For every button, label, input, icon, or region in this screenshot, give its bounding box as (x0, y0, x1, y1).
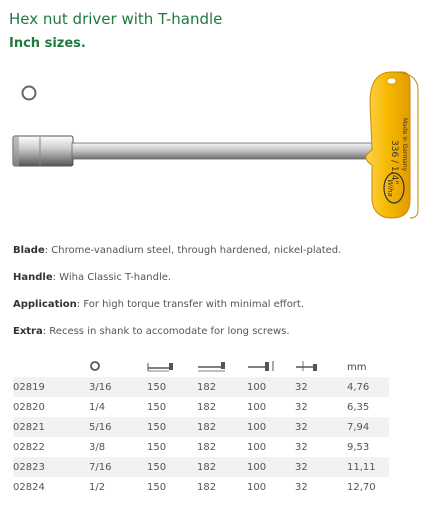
size-mm-cell: 6,35 (347, 401, 370, 413)
size-inch-cell: 7/16 (89, 461, 112, 473)
handle-origin-text: Made in Germany (401, 118, 408, 172)
handle-width-cell: 100 (247, 421, 267, 433)
shank-length-cell: 32 (295, 381, 308, 393)
article-number-cell: 02822 (13, 441, 45, 453)
table-row (13, 437, 389, 457)
handle-width-cell: 100 (247, 481, 267, 493)
shank-length-cell: 32 (295, 401, 308, 413)
overall-length-cell: 182 (197, 401, 217, 413)
table-row (13, 417, 389, 437)
blade-length-cell: 150 (147, 421, 167, 433)
overall-length-icon (197, 360, 227, 372)
spec-extra: Extra: Recess in shank to accomodate for long screws. (13, 326, 290, 337)
specifications (13, 244, 433, 352)
overall-length-cell: 182 (197, 461, 217, 473)
overall-length-cell: 182 (197, 381, 217, 393)
blade-length-cell: 150 (147, 441, 167, 453)
handle-width-cell: 100 (247, 441, 267, 453)
shank-length-cell: 32 (295, 441, 308, 453)
blade-length-icon (147, 360, 175, 372)
shank-length-cell: 32 (295, 461, 308, 473)
shank-length-icon (295, 360, 323, 372)
handle-size-text: 336 / 1/4" (389, 140, 399, 185)
size-mm-cell: 9,53 (347, 441, 370, 453)
table-row (13, 477, 389, 497)
overall-length-cell: 182 (197, 441, 217, 453)
size-mm-cell: 7,94 (347, 421, 370, 433)
shank-length-cell: 32 (295, 421, 308, 433)
article-number-cell: 02823 (13, 461, 45, 473)
hex-size-icon (89, 360, 101, 372)
handle-width-cell: 100 (247, 401, 267, 413)
page-title: Hex nut driver with T-handle (9, 10, 223, 28)
size-table (13, 357, 389, 497)
shank-length-cell: 32 (295, 481, 308, 493)
driver-shaft (72, 143, 372, 159)
article-number-cell: 02820 (13, 401, 45, 413)
size-mm-cell: 11,11 (347, 461, 376, 473)
blade-length-cell: 150 (147, 461, 167, 473)
blade-length-cell: 150 (147, 481, 167, 493)
size-mm-cell: 4,76 (347, 381, 370, 393)
table-row (13, 457, 389, 477)
size-mm-cell: 12,70 (347, 481, 376, 493)
spec-application: Application: For high torque transfer with minimal effort. (13, 299, 305, 310)
article-number-cell: 02821 (13, 421, 45, 433)
unit-label: mm (347, 361, 367, 373)
spec-blade: Blade: Chrome-vanadium steel, through hardened, nickel-plated. (13, 245, 342, 256)
driver-socket (13, 136, 73, 166)
wiha-logo-text: Wiha (386, 179, 394, 197)
overall-length-cell: 182 (197, 481, 217, 493)
spec-handle: Handle: Wiha Classic T-handle. (13, 272, 172, 283)
handle-width-cell: 100 (247, 461, 267, 473)
handle-width-icon (247, 360, 275, 372)
blade-length-cell: 150 (147, 381, 167, 393)
article-number-cell: 02824 (13, 481, 45, 493)
overall-length-cell: 182 (197, 421, 217, 433)
table-row (13, 397, 389, 417)
article-number-cell: 02819 (13, 381, 45, 393)
size-inch-cell: 3/16 (89, 381, 112, 393)
size-inch-cell: 1/4 (89, 401, 106, 413)
table-row (13, 377, 389, 397)
table-header (13, 357, 389, 377)
product-image (0, 60, 443, 230)
handle-width-cell: 100 (247, 381, 267, 393)
blade-length-cell: 150 (147, 401, 167, 413)
page-subtitle: Inch sizes. (9, 36, 86, 51)
size-inch-cell: 3/8 (89, 441, 106, 453)
size-inch-cell: 1/2 (89, 481, 106, 493)
size-inch-cell: 5/16 (89, 421, 112, 433)
